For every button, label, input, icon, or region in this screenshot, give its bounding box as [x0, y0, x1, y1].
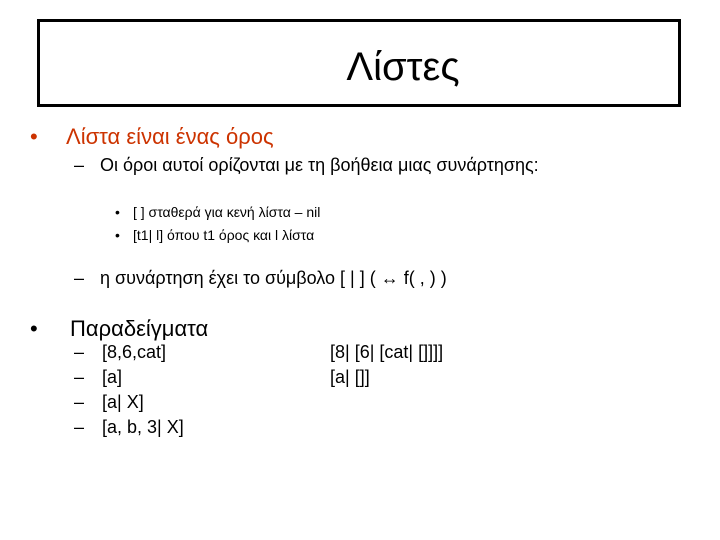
case-item-text: [ ] σταθερά για κενή λίστα – nil [133, 204, 321, 220]
dash-marker: – [74, 342, 85, 362]
example-item [74, 392, 144, 413]
example-text: [a, b, 3| X] [102, 417, 184, 437]
bullet-marker: • [30, 124, 38, 149]
case-item-cons [115, 227, 314, 243]
example-text: [8,6,cat] [102, 342, 167, 362]
example-text: [a] [102, 367, 123, 387]
dash-marker: – [74, 367, 85, 387]
title-box [37, 19, 681, 107]
example-item [74, 417, 184, 438]
example-text: [a| X] [102, 392, 144, 412]
dash-marker: – [74, 417, 85, 437]
sub-bullet-symbol-text: η συνάρτηση έχει το σύμβολο [ | ] ( ↔ f( , ) ) [100, 268, 447, 288]
sub-bullet-definition [74, 155, 539, 176]
examples-heading-text: Παραδείγματα [70, 316, 209, 341]
main-bullet [30, 124, 274, 150]
bullet-marker: • [30, 316, 38, 341]
example-item [74, 342, 166, 363]
case-item-empty [115, 204, 320, 220]
main-bullet-text: Λίστα είναι ένας όρος [66, 124, 274, 149]
sub-bullet-symbol [74, 268, 447, 289]
example-expanded: [8| [6| [cat| []]]] [330, 342, 444, 362]
slide-title: Λίστες [346, 44, 460, 89]
examples-heading [30, 316, 208, 342]
sub-bullet-definition-text: Οι όροι αυτοί ορίζονται με τη βοήθεια μιας συνάρτησης: [100, 155, 539, 175]
dash-marker: – [74, 155, 85, 175]
case-item-text: [t1| l] όπου t1 όρος και l λίστα [133, 227, 315, 243]
bullet-marker: • [115, 204, 120, 220]
example-item [74, 367, 122, 388]
dash-marker: – [74, 268, 85, 288]
bullet-marker: • [115, 227, 120, 243]
dash-marker: – [74, 392, 85, 412]
example-expanded: [a| []] [330, 367, 370, 387]
